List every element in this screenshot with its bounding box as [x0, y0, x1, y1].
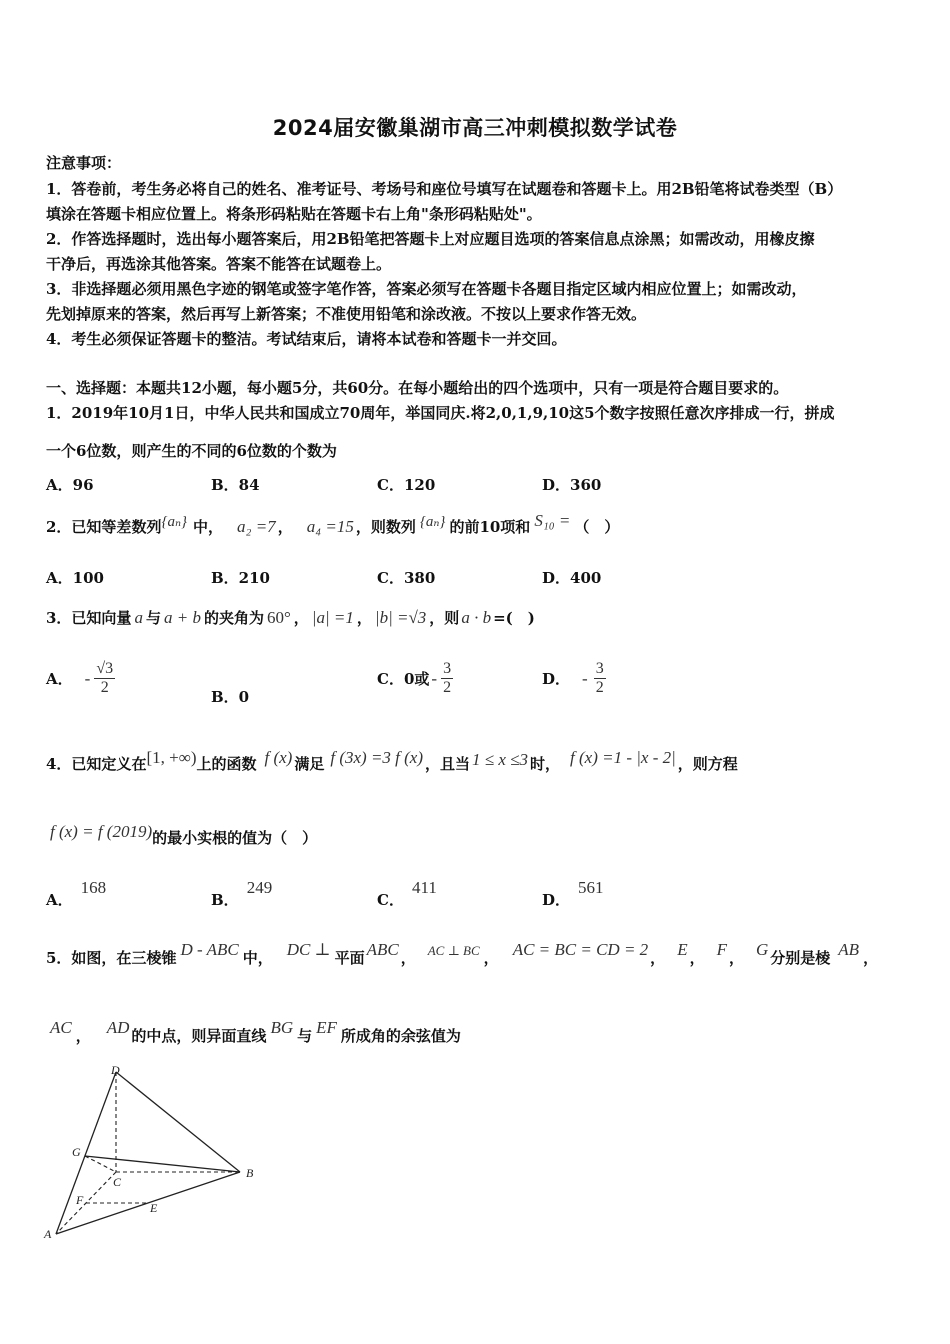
q4-option-a: A．168	[46, 878, 107, 909]
math-a4: a₄ =15	[306, 517, 354, 536]
q1-line-1: 1．2019年10月1日，中华人民共和国成立70周年，举国同庆.将2,0,1,9,10这5个数字按照任意次序排成一行，拼成	[46, 404, 835, 422]
label-A: A	[44, 1227, 52, 1241]
math-range: 1 ≤ x ≤3	[472, 750, 528, 769]
math-seq-an-2: {aₙ}	[419, 514, 446, 530]
q3-option-c: C．0或 - $\frac{3}{2}$	[377, 660, 452, 696]
notice-line-1b: 填涂在答题卡相应位置上。将条形码粘贴在答题卡右上角"条形码粘贴处"。	[46, 205, 542, 223]
q4-stem: 4．已知定义在[1, +∞)上的函数 f (x) 满足 f (3x) =3 f (x) ，且当 1 ≤ x ≤3 时， f (x) =1 - |x - 2| ，则方程	[46, 748, 738, 773]
math-seq-an: {aₙ}	[161, 514, 188, 530]
math-equation: f (x) = f (2019)	[50, 822, 153, 841]
math-norm-b: |b| =√3	[374, 608, 427, 627]
segment-GB	[85, 1156, 240, 1172]
label-G: G	[72, 1145, 81, 1159]
q1-option-b: B．84	[211, 476, 260, 494]
q4-option-c: C．411	[377, 878, 437, 909]
math-angle: 60°	[266, 608, 291, 627]
q3-option-d: D． - $\frac{3}{2}$	[542, 660, 604, 696]
notice-line-1a: 1．答卷前，考生务必将自己的姓名、准考证号、考场号和座位号填写在试题卷和答题卡上。用2B铅笔将试卷类型（B）	[46, 180, 843, 198]
fraction: $\frac{√3}{2}$	[96, 660, 114, 696]
fraction: $\frac{3}{2}$	[595, 660, 604, 696]
q4-option-b: B．249	[211, 878, 273, 909]
edge-DA	[56, 1072, 116, 1234]
notice-line-3a: 3．非选择题必须用黑色字迹的钢笔或签字笔作答，答案必须写在答题卡各题目指定区域内相应位置上；如需改动，	[46, 280, 807, 298]
notice-heading: 注意事项：	[46, 154, 122, 172]
q1-option-a: A．96	[46, 476, 94, 494]
math-dot: a · b	[461, 608, 492, 627]
math-norm-a: |a| =1	[311, 608, 354, 627]
label-F: F	[76, 1193, 84, 1207]
math-a-plus-b: a + b	[163, 608, 201, 627]
tetrahedron-figure	[38, 1062, 268, 1247]
notice-line-4: 4．考生必须保证答题卡的整洁。考试结束后，请将本试卷和答题卡一并交回。	[46, 330, 567, 348]
math-a: a	[134, 608, 143, 627]
edge-AB	[56, 1172, 240, 1234]
math-fx-def: f (x) =1 - |x - 2|	[570, 748, 676, 767]
q2-option-d: D．400	[542, 569, 602, 587]
label-C: C	[113, 1175, 122, 1189]
fraction: $\frac{3}{2}$	[443, 660, 452, 696]
label-D: D	[111, 1063, 120, 1077]
q1-option-c: C．120	[377, 476, 436, 494]
math-s10: S₁₀ =	[534, 511, 571, 530]
edge-DB	[116, 1072, 240, 1172]
math-a2: a₂ =7	[237, 517, 276, 536]
math-interval: [1, +∞)	[146, 748, 197, 767]
q3-stem: 3．已知向量 a 与 a + b 的夹角为 60° ， |a| =1 ， |b| =√3 ，则 a · b =( )	[46, 608, 535, 627]
q5-stem-2: AC ， AD 的中点，则异面直线 BG 与 EF 所成角的余弦值为	[50, 1018, 461, 1045]
q4-stem-2: f (x) = f (2019)的最小实根的值为（ ）	[50, 822, 318, 847]
q2-option-b: B．210	[211, 569, 270, 587]
notice-line-2a: 2．作答选择题时，选出每小题答案后，用2B铅笔把答题卡上对应题目选项的答案信息点涂黑；如需改动，用橡皮擦	[46, 230, 815, 248]
q2-stem: 2．已知等差数列{aₙ} 中， a₂ =7 ， a₄ =15 ，则数列 {aₙ} 的前10项和 S₁₀ = （ ）	[46, 511, 620, 536]
section-heading: 一、选择题：本题共12小题，每小题5分，共60分。在每小题给出的四个选项中，只有一项是符合题目要求的。	[46, 379, 789, 397]
label-B: B	[246, 1166, 254, 1180]
q4-option-d: D．561	[542, 878, 604, 909]
q1-line-2: 一个6位数，则产生的不同的6位数的个数为	[46, 442, 337, 460]
q2-option-c: C．380	[377, 569, 436, 587]
math-fx: f (x)	[264, 748, 293, 767]
q5-stem: 5．如图，在三棱锥 D - ABC 中， DC ⊥ 平面 ABC ， $^{AC \perp BC}$ ， AC = BC = CD = 2 ， E ， F ， G 分别是棱 AB ，	[46, 940, 879, 967]
math-f3x: f (3x) =3 f (x)	[330, 748, 424, 767]
q2-option-a: A．100	[46, 569, 104, 587]
q3-option-a: A． - $\frac{√3}{2}$	[46, 660, 114, 696]
notice-line-2b: 干净后，再选涂其他答案。答案不能答在试题卷上。	[46, 255, 392, 273]
page-title: 2024届安徽巢湖市高三冲刺模拟数学试卷	[272, 116, 678, 140]
q1-option-d: D．360	[542, 476, 602, 494]
label-E: E	[150, 1201, 158, 1215]
q3-option-b: B．0	[211, 688, 250, 706]
notice-line-3b: 先划掉原来的答案，然后再写上新答案；不准使用铅笔和涂改液。不按以上要求作答无效。	[46, 305, 647, 323]
